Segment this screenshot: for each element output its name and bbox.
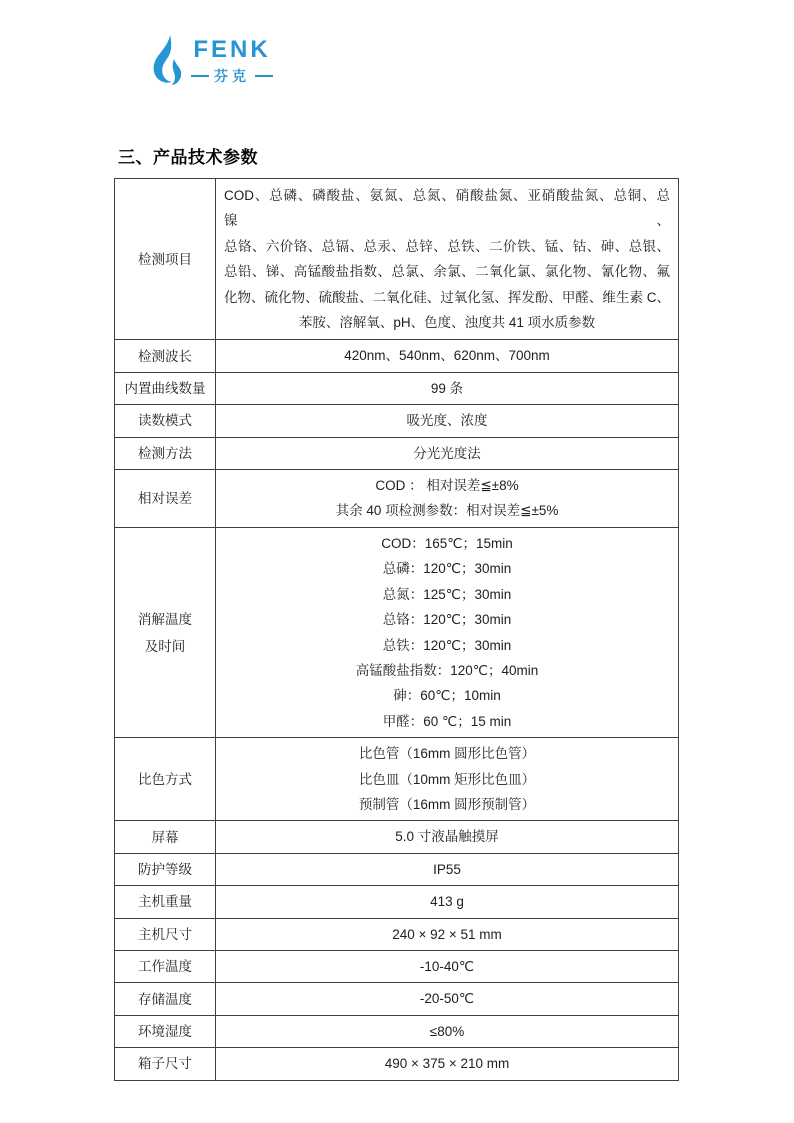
spec-row [115, 918, 679, 950]
spec-value-line: 420nm、540nm、620nm、700nm [344, 348, 550, 364]
spec-label-line: 防护等级 [138, 861, 192, 877]
spec-value [216, 821, 679, 853]
spec-value [216, 886, 679, 918]
spec-value-line: 总铅、锑、高锰酸盐指数、总氯、余氯、二氧化氯、氯化物、氰化物、氟 [224, 264, 670, 280]
spec-value-line: 5.0 寸液晶触摸屏 [395, 829, 499, 845]
spec-label [115, 853, 216, 885]
spec-label-line: 箱子尺寸 [138, 1056, 192, 1072]
spec-value-line: 总铬、六价铬、总镉、总汞、总锌、总铁、二价铁、锰、钴、砷、总银、 [224, 238, 670, 254]
spec-value-line: 总氮：125℃；30min [382, 586, 512, 602]
spec-value-line: 总铬：120℃；30min [382, 612, 512, 628]
spec-row [115, 372, 679, 404]
dash-left [191, 75, 209, 77]
spec-label-line: 比色方式 [138, 771, 192, 787]
spec-label-line: 主机重量 [138, 894, 192, 910]
spec-row [115, 340, 679, 372]
spec-value [216, 983, 679, 1015]
spec-value [216, 437, 679, 469]
spec-label [115, 437, 216, 469]
spec-label [115, 983, 216, 1015]
brand-subtitle [191, 66, 273, 86]
spec-value-line: 总铁：120℃；30min [382, 637, 512, 653]
spec-value-line: COD、总磷、磷酸盐、氨氮、总氮、硝酸盐氮、亚硝酸盐氮、总铜、总镍、 [224, 188, 670, 229]
spec-label-line: 读数模式 [138, 413, 192, 429]
spec-value [216, 470, 679, 528]
spec-row [115, 950, 679, 982]
brand-logo [153, 27, 273, 91]
brand-name-chinese: 芬克 [214, 68, 250, 84]
spec-value-line: 比色皿（10mm 矩形比色皿） [358, 771, 536, 787]
spec-value-line: 总磷：120℃；30min [382, 561, 512, 577]
spec-value-line: 其余 40 项检测参数：相对误差≦±5% [335, 503, 559, 519]
spec-value-line: 240 × 92 × 51 mm [392, 926, 502, 942]
spec-value [216, 405, 679, 437]
section-title: 三、产品技术参数 [118, 148, 258, 167]
spec-row [115, 527, 679, 737]
spec-label [115, 918, 216, 950]
spec-value-line: 99 条 [430, 380, 464, 396]
spec-label [115, 179, 216, 340]
spec-row [115, 821, 679, 853]
spec-label-line: 检测波长 [138, 348, 192, 364]
spec-label-line: 存储温度 [138, 991, 192, 1007]
spec-label-line: 消解温度 [138, 611, 192, 627]
spec-value-line: 砷：60℃；10min [393, 688, 501, 704]
spec-value-line: 预制管（16mm 圆形预制管） [358, 796, 536, 812]
spec-value-line: 吸光度、浓度 [406, 413, 488, 429]
spec-label-line: 检测项目 [138, 251, 192, 267]
water-drop-icon [153, 35, 187, 91]
spec-value-line: 甲醛：60 ℃；15 min [382, 713, 512, 729]
dash-right [255, 75, 273, 77]
spec-value-line: IP55 [433, 861, 461, 877]
spec-value [216, 950, 679, 982]
spec-label-line: 检测方法 [138, 445, 192, 461]
spec-value [216, 340, 679, 372]
spec-label-line: 相对误差 [138, 490, 192, 506]
spec-value [216, 372, 679, 404]
spec-value-line: 比色管（16mm 圆形比色管） [358, 746, 536, 762]
spec-value-line: 高锰酸盐指数：120℃；40min [355, 662, 539, 678]
spec-label [115, 340, 216, 372]
spec-label [115, 1015, 216, 1047]
spec-value [216, 918, 679, 950]
spec-label [115, 470, 216, 528]
spec-value [216, 1015, 679, 1047]
spec-row [115, 886, 679, 918]
spec-row [115, 853, 679, 885]
spec-label [115, 405, 216, 437]
spec-label-line: 工作温度 [138, 959, 192, 975]
spec-row [115, 983, 679, 1015]
spec-value-line: 490 × 375 × 210 mm [384, 1056, 510, 1072]
spec-label [115, 886, 216, 918]
spec-row [115, 179, 679, 340]
spec-value-line: COD ： 相对误差≦±8% [375, 478, 519, 494]
spec-label [115, 950, 216, 982]
spec-row [115, 1048, 679, 1080]
spec-label-line: 及时间 [144, 638, 186, 654]
spec-row [115, 470, 679, 528]
spec-value-line: ≤80% [429, 1023, 465, 1039]
spec-label [115, 738, 216, 821]
spec-value [216, 527, 679, 737]
spec-label [115, 372, 216, 404]
spec-table-body [115, 179, 679, 1081]
spec-value [216, 853, 679, 885]
spec-value [216, 179, 679, 340]
spec-value-line: 分光光度法 [413, 445, 481, 461]
spec-value-line: 化物、硫化物、硫酸盐、二氧化硅、过氧化氢、挥发酚、甲醛、维生素 C、 [224, 289, 670, 305]
spec-row [115, 1015, 679, 1047]
brand-name: FENK [193, 36, 271, 63]
spec-row [115, 738, 679, 821]
spec-label-line: 主机尺寸 [138, 926, 192, 942]
spec-label-line: 环境湿度 [138, 1023, 192, 1039]
spec-value [216, 1048, 679, 1080]
spec-value-line: -20-50℃ [419, 991, 475, 1007]
spec-label [115, 527, 216, 737]
spec-row [115, 405, 679, 437]
spec-value-line: -10-40℃ [419, 958, 475, 974]
spec-value-line: 413 g [430, 894, 464, 910]
spec-value-line: 苯胺、溶解氧、pH、色度、浊度共 41 项水质参数 [298, 315, 596, 331]
spec-row [115, 437, 679, 469]
spec-label-line: 内置曲线数量 [124, 381, 206, 397]
spec-label [115, 1048, 216, 1080]
spec-table [114, 178, 679, 1081]
spec-label-line: 屏幕 [151, 829, 179, 845]
spec-label [115, 821, 216, 853]
spec-value [216, 738, 679, 821]
spec-value-line: COD：165℃；15min [381, 535, 513, 551]
